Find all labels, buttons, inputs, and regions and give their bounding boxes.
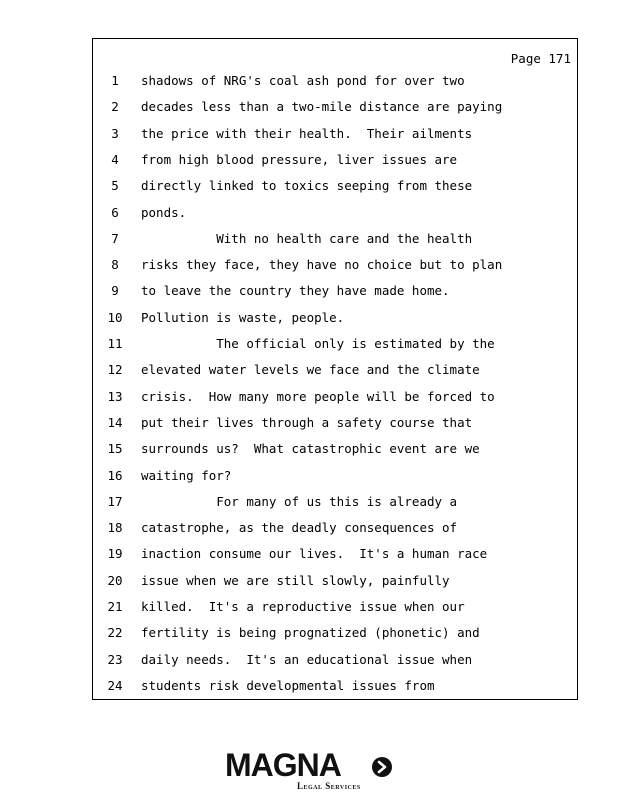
- line-number: 12: [107, 362, 123, 378]
- line-number: 5: [111, 178, 119, 194]
- arrow-circle-icon: [371, 756, 393, 778]
- line-text: from high blood pressure, liver issues are: [141, 151, 458, 167]
- line-text: surrounds us? What catastrophic event are we: [141, 441, 480, 457]
- line-number: 22: [107, 625, 123, 641]
- line-text: decades less than a two-mile distance are paying: [141, 99, 503, 115]
- line-text: risks they face, they have no choice but to plan: [141, 257, 503, 273]
- transcript-line: [93, 389, 579, 409]
- transcript-line: [93, 415, 579, 435]
- transcript-line: [93, 99, 579, 119]
- line-number: 10: [107, 309, 123, 325]
- magna-logo: [225, 748, 395, 792]
- line-number: 11: [107, 336, 123, 351]
- transcript-line: [93, 494, 579, 514]
- line-text: daily needs. It's an educational issue when: [141, 651, 473, 667]
- line-number: 18: [107, 520, 123, 536]
- line-number: 9: [111, 283, 119, 299]
- line-text: killed. It's a reproductive issue when our: [141, 599, 465, 614]
- transcript-line: [93, 546, 579, 566]
- line-text: to leave the country they have made home.: [141, 283, 450, 299]
- transcript-line: [93, 257, 579, 277]
- line-number: 4: [111, 151, 119, 167]
- line-text: elevated water levels we face and the climate: [141, 362, 480, 378]
- line-number: 15: [107, 441, 123, 457]
- line-number: 19: [107, 546, 123, 562]
- line-text: put their lives through a safety course that: [141, 414, 473, 430]
- line-number: 24: [107, 677, 123, 693]
- logo-tagline: Legal Services: [297, 781, 361, 791]
- transcript-line: [93, 468, 579, 488]
- transcript-line: [93, 625, 579, 645]
- line-number: 14: [107, 414, 123, 430]
- line-number: 6: [111, 204, 119, 220]
- line-text: Pollution is waste, people.: [141, 309, 345, 325]
- line-text: catastrophe, as the deadly consequences of: [141, 520, 458, 536]
- line-text: directly linked to toxics seeping from these: [141, 178, 473, 194]
- line-text: ponds.: [141, 204, 187, 220]
- line-text: shadows of NRG's coal ash pond for over two: [141, 73, 465, 88]
- line-text: For many of us this is already a: [141, 493, 458, 509]
- line-text: crisis. How many more people will be forced to: [141, 388, 495, 404]
- transcript-line: [93, 205, 579, 225]
- line-text: fertility is being prognatized (phonetic) and: [141, 625, 480, 641]
- line-number: 7: [111, 230, 119, 246]
- line-text: the price with their health. Their ailments: [141, 125, 473, 141]
- line-text: waiting for?: [141, 467, 232, 483]
- transcript-line: [93, 152, 579, 172]
- transcript-line: [93, 283, 579, 303]
- transcript-line: [93, 231, 579, 251]
- line-number: 23: [107, 651, 123, 667]
- transcript-line: [93, 599, 579, 619]
- line-number: 3: [111, 125, 119, 141]
- line-text: The official only is estimated by the: [141, 336, 495, 351]
- page-number: Page 171: [510, 51, 571, 66]
- line-number: 21: [107, 599, 123, 614]
- transcript-line: [93, 652, 579, 672]
- line-text: issue when we are still slowly, painfully: [141, 572, 450, 588]
- line-number: 13: [107, 388, 123, 404]
- transcript-line: [93, 362, 579, 382]
- transcript-line: [93, 126, 579, 146]
- transcript-line: [93, 178, 579, 198]
- line-number: 17: [107, 493, 123, 509]
- transcript-line: [93, 573, 579, 593]
- line-number: 1: [111, 73, 119, 88]
- transcript-line: [93, 310, 579, 330]
- transcript-line: [93, 678, 579, 698]
- transcript-line: [93, 73, 579, 93]
- transcript-line: [93, 441, 579, 461]
- transcript-line: [93, 520, 579, 540]
- transcript-line: [93, 336, 579, 356]
- transcript-page: [92, 38, 578, 700]
- line-text: inaction consume our lives. It's a human race: [141, 546, 488, 562]
- line-number: 16: [107, 467, 123, 483]
- line-text: students risk developmental issues from: [141, 677, 435, 693]
- line-text: With no health care and the health: [141, 230, 473, 246]
- logo-wordmark: MAGNA: [225, 747, 341, 783]
- line-number: 2: [111, 99, 119, 115]
- line-number: 8: [111, 257, 119, 273]
- line-number: 20: [107, 572, 123, 588]
